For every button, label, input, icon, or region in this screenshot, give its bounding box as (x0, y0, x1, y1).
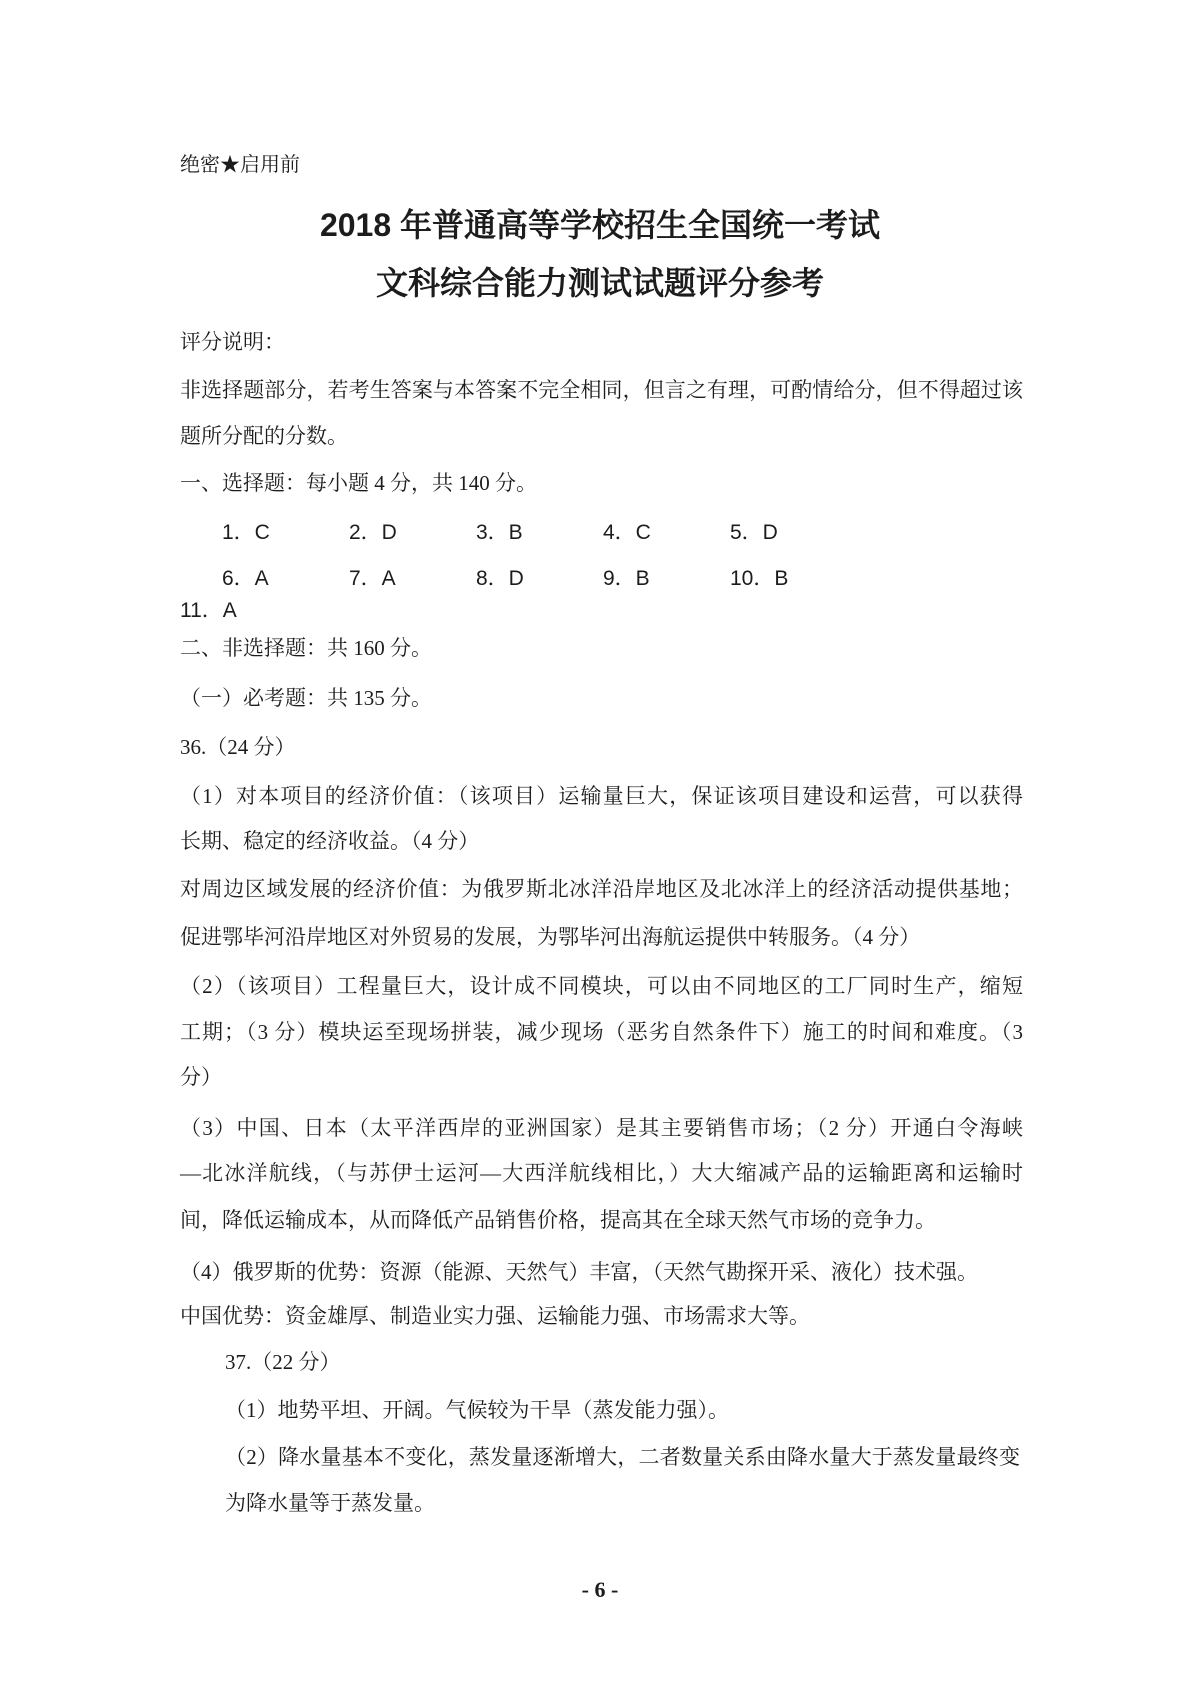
answer-item: 8．D (476, 567, 524, 590)
exam-subtitle: 文科综合能力测试试题评分参考 (375, 265, 824, 301)
answer-row-2 (222, 555, 788, 602)
q36-line-3: 对周边区域发展的经济价值：为俄罗斯北冰洋沿岸地区及北冰洋上的经济活动提供基地； (180, 877, 1023, 901)
q36-line-8: （3）中国、日本（太平洋西岸的亚洲国家）是其主要销售市场；（2 分）开通白令海峡 (180, 1116, 1023, 1140)
exam-title: 2018 年普通高等学校招生全国统一考试 (319, 207, 881, 243)
q36-line-1: （1）对本项目的经济价值：（该项目）运输量巨大，保证该项目建设和运营，可以获得 (180, 784, 1023, 808)
answer-item: 9．B (603, 567, 650, 590)
q37-label: 37.（22 分） (225, 1350, 341, 1374)
page-number: - 6 - (581, 1577, 619, 1602)
q37-line-1: （1）地势平坦、开阔。气候较为干旱（蒸发能力强）。 (225, 1398, 729, 1422)
q36-label: 36.（24 分） (180, 735, 296, 759)
q36-line-2: 长期、稳定的经济收益。（4 分） (180, 829, 480, 853)
answer-item: 10．B (730, 567, 789, 590)
answer-item: 4．C (603, 521, 651, 544)
q36-line-11: （4）俄罗斯的优势：资源（能源、天然气）丰富，（天然气勘探开采、液化）技术强。 (180, 1260, 978, 1284)
q36-line-4: 促进鄂毕河沿岸地区对外贸易的发展，为鄂毕河出海航运提供中转服务。（4 分） (180, 925, 921, 949)
answer-item-11: 11．A (180, 599, 237, 622)
q37-line-2: （2）降水量基本不变化，蒸发量逐渐增大，二者数量关系由降水量大于蒸发量最终变 (225, 1445, 1020, 1469)
q36-line-6: 工期；（3 分）模块运至现场拼装，减少现场（恶劣自然条件下）施工的时间和难度。（3 (180, 1020, 1023, 1044)
answer-item: 7．A (349, 567, 396, 590)
classification-banner: 绝密★启用前 (180, 154, 300, 176)
choice-section-heading: 一、选择题：每小题 4 分，共 140 分。 (180, 471, 537, 495)
q36-line-10: 间，降低运输成本，从而降低产品销售价格，提高其在全球天然气市场的竞争力。 (180, 1208, 936, 1232)
q36-line-9: —北冰洋航线，（与苏伊士运河—大西洋航线相比，）大大缩减产品的运输距离和运输时 (180, 1161, 1023, 1185)
non-choice-section-heading: 二、非选择题：共 160 分。 (180, 636, 432, 660)
q37-line-3: 为降水量等于蒸发量。 (225, 1491, 435, 1515)
q36-line-5: （2）（该项目）工程量巨大，设计成不同模块，可以由不同地区的工厂同时生产，缩短 (180, 974, 1023, 998)
q36-line-7: 分） (180, 1065, 222, 1089)
answer-item: 3．B (476, 521, 523, 544)
answer-row-1 (222, 509, 778, 556)
scoring-note-line-2: 题所分配的分数。 (180, 424, 348, 448)
answer-item: 5．D (730, 521, 778, 544)
scoring-note-line-1: 非选择题部分，若考生答案与本答案不完全相同，但言之有理，可酌情给分，但不得超过该 (180, 378, 1023, 402)
answer-item: 6．A (222, 567, 269, 590)
scoring-note-heading: 评分说明： (180, 330, 285, 354)
answer-item: 1．C (222, 521, 270, 544)
required-section-heading: （一）必考题：共 135 分。 (180, 686, 432, 710)
q36-line-12: 中国优势：资金雄厚、制造业实力强、运输能力强、市场需求大等。 (180, 1304, 810, 1328)
answer-item: 2．D (349, 521, 397, 544)
